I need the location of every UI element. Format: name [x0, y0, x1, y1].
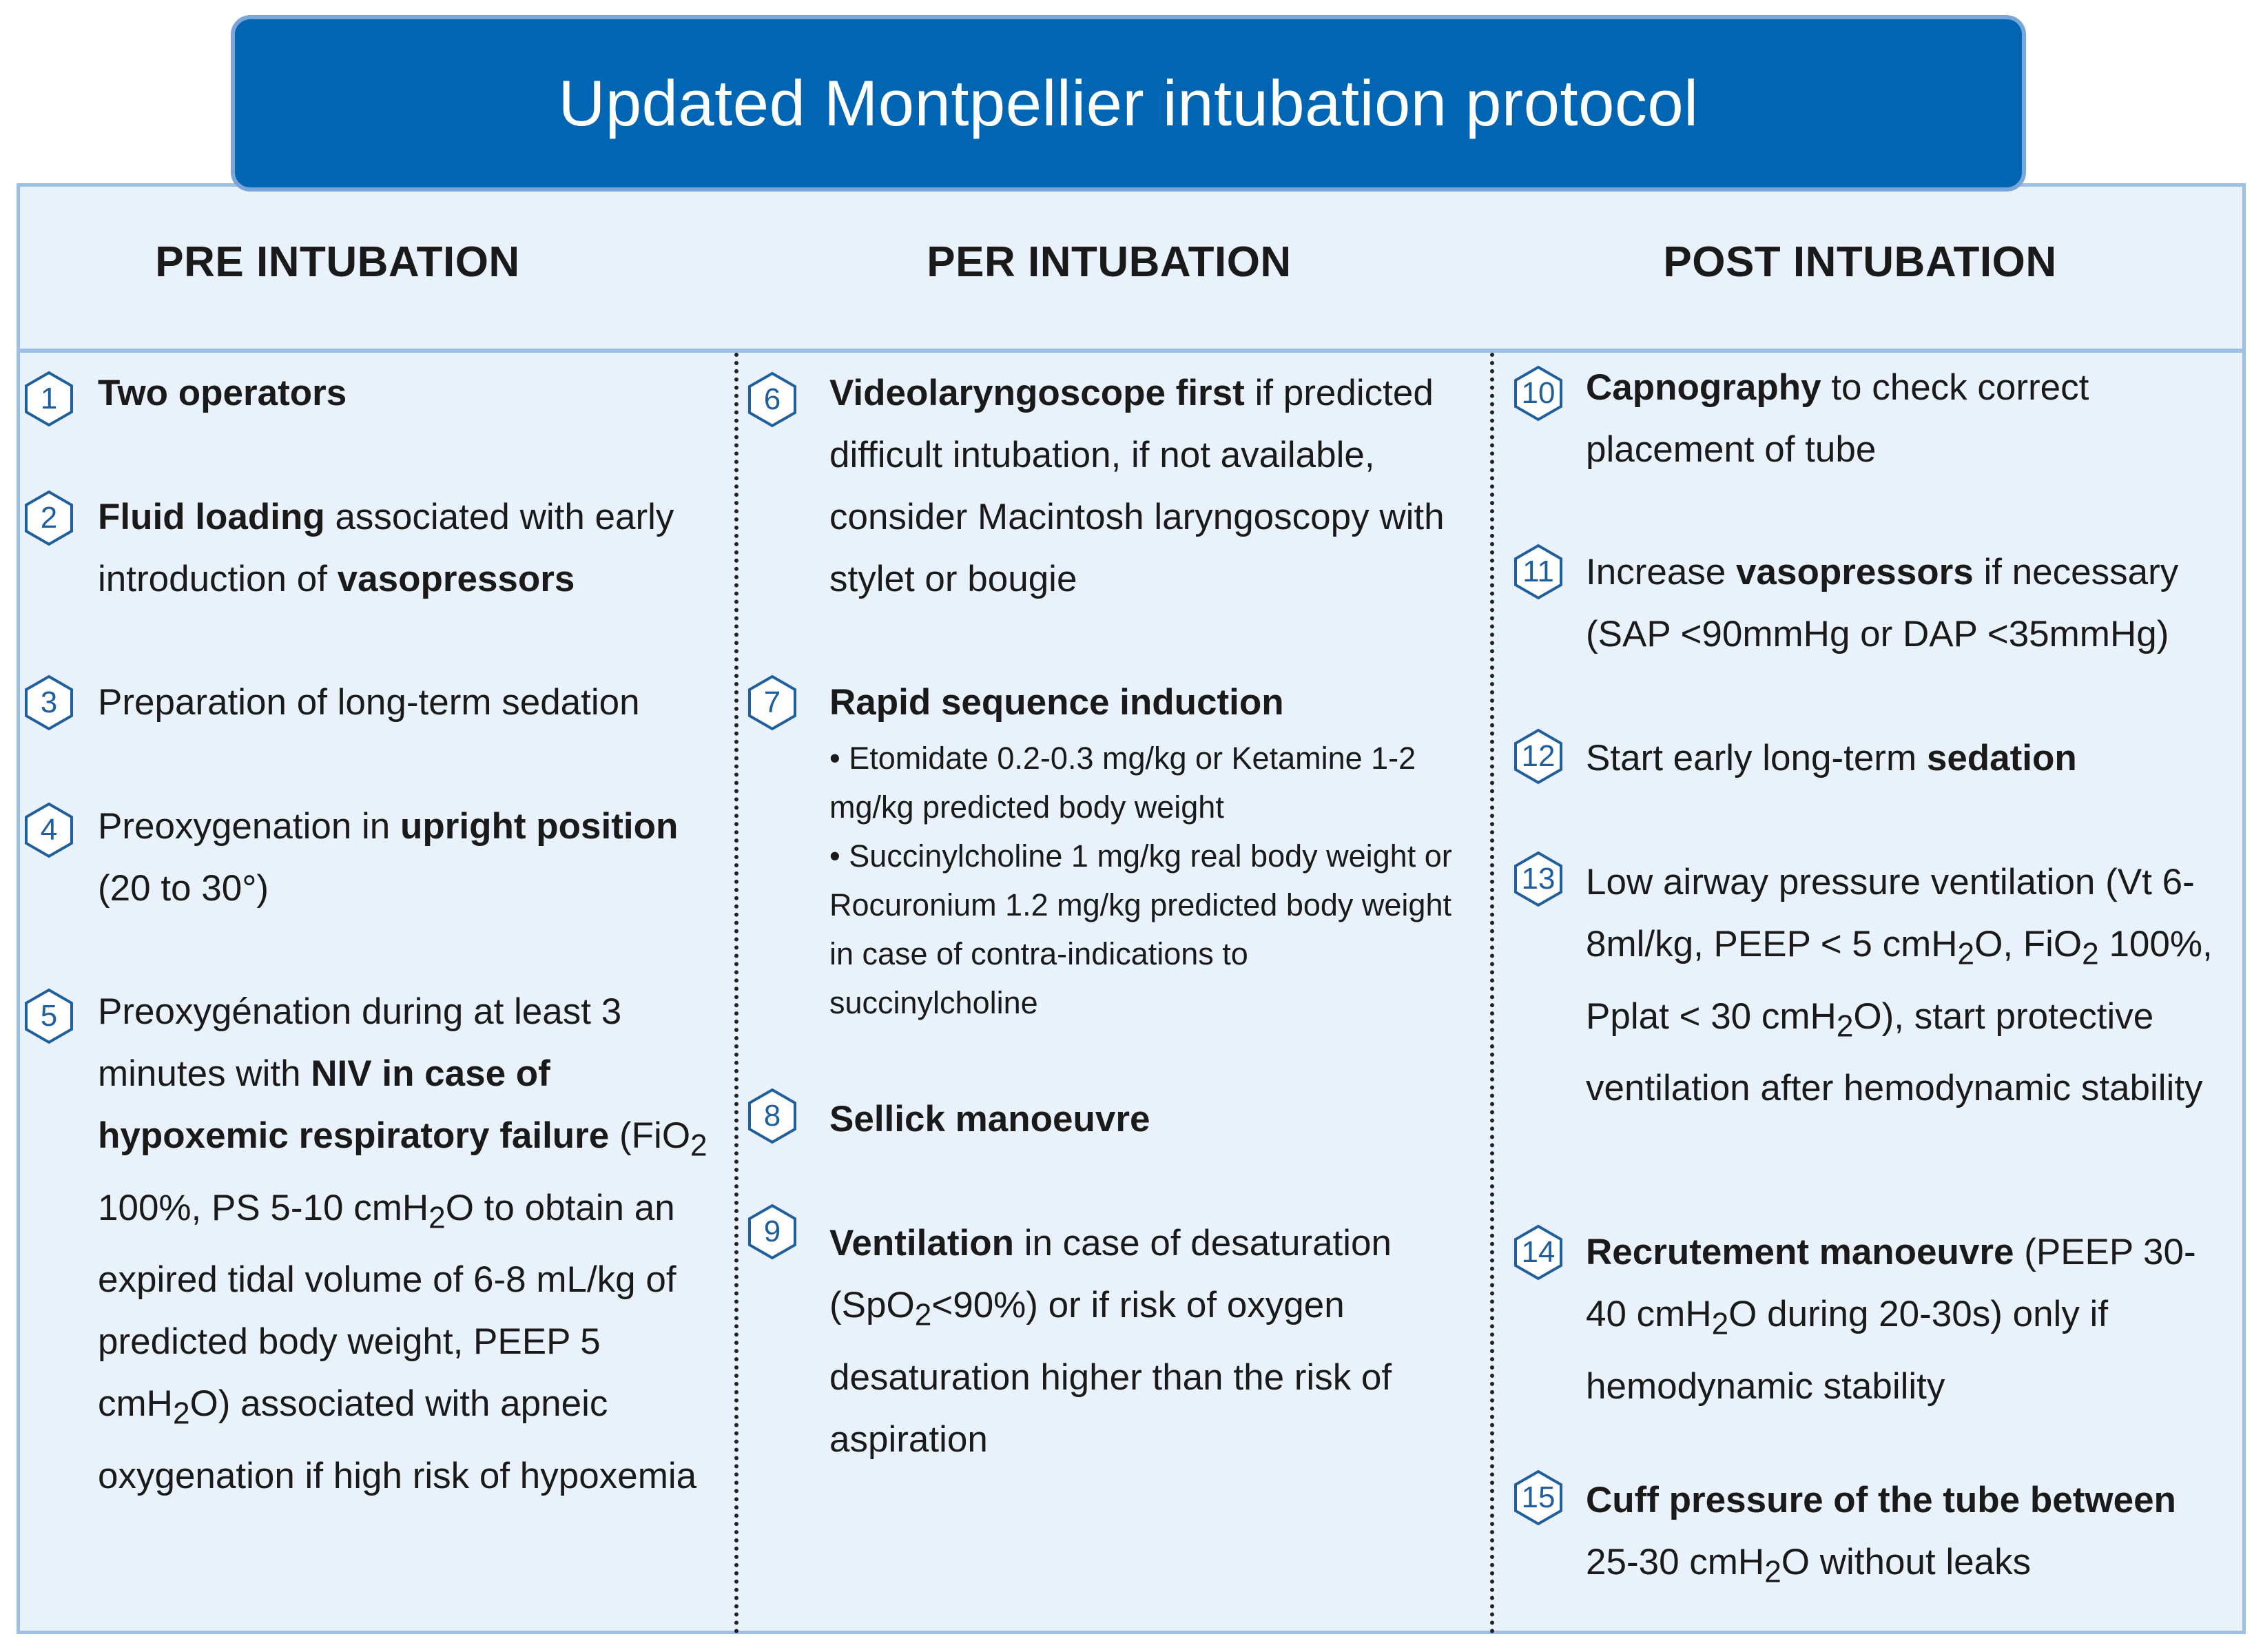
- step-8-badge-icon: 8: [743, 1086, 802, 1146]
- step-14-text: Recrutement manoeuvre (PEEP 30-40 cmH$_2$O during 20-30s) only if hemodynamic stability: [1586, 1232, 2196, 1407]
- step-12-badge-icon: 12: [1509, 727, 1568, 786]
- step-7-drug-line-2: • Succinylcholine 1 mg/kg real body weight or Rocuronium 1.2 mg/kg predicted body weight in case of contra-indications to succinylcholine: [829, 838, 1452, 1020]
- step-2-text: Fluid loading associated with early introduction of vasopressors: [98, 497, 674, 599]
- column-header-per: PER INTUBATION: [927, 238, 1292, 286]
- step-14-badge-icon: 14: [1509, 1223, 1568, 1282]
- step-9-badge-icon: 9: [743, 1202, 802, 1261]
- step-5-text: Preoxygénation during at least 3 minutes with NIV in case of hypoxemic respiratory failure (FiO$_2$ 100%, PS 5-10 cmH$_2$O to obtain an expired tidal volume of 6-8 mL/kg of predicted body weight, PEEP 5 cmH$_2$O) associated with apneic oxygenation if high risk of hypoxemia: [98, 991, 707, 1496]
- step-15-badge-icon: 15: [1509, 1468, 1568, 1527]
- step-13-badge-icon: 13: [1509, 849, 1568, 909]
- step-10-badge-icon: 10: [1509, 364, 1568, 423]
- step-3-badge-icon: 3: [19, 673, 79, 732]
- step-4-badge-icon: 4: [19, 801, 79, 860]
- column-divider-1: [734, 353, 738, 1634]
- step-12-text: Start early long-term sedation: [1586, 738, 2077, 778]
- page-title: Updated Montpellier intubation protocol: [558, 67, 1699, 139]
- step-3-text: Preparation of long-term sedation: [98, 682, 640, 723]
- step-11-text: Increase vasopressors if necessary (SAP <90mmHg or DAP <35mmHg): [1586, 552, 2179, 654]
- title-banner: [231, 15, 2026, 192]
- step-5-badge-icon: 5: [19, 987, 79, 1046]
- step-11-badge-icon: 11: [1509, 542, 1568, 601]
- step-6-text: Videolaryngoscope first if predicted difficult intubation, if not available, consider Macintosh laryngoscopy with stylet or bougie: [829, 373, 1445, 599]
- column-divider-2: [1490, 353, 1494, 1634]
- step-7-text: Rapid sequence induction • Etomidate 0.2-0.3 mg/kg or Ketamine 1-2 mg/kg predicted body weight • Succinylcholine 1 mg/kg real body weight or Rocuronium 1.2 mg/kg predicted body weight in case of contra-indications to succinylcholine: [829, 672, 1463, 1027]
- step-6-badge-icon: 6: [743, 370, 802, 429]
- column-header-pre: PRE INTUBATION: [155, 238, 520, 286]
- step-9-text: Ventilation in case of desaturation (SpO$_2$<90%) or if risk of oxygen desaturation higher than the risk of aspiration: [829, 1223, 1392, 1460]
- step-10-text: Capnography to check correct placement of tube: [1586, 367, 2089, 470]
- step-4-text: Preoxygenation in upright position (20 to 30°): [98, 806, 679, 909]
- step-13-text: Low airway pressure ventilation (Vt 6-8ml/kg, PEEP < 5 cmH$_2$O, FiO$_2$ 100%, Pplat < 30 cmH$_2$O), start protective ventilation after hemodynamic stability: [1586, 862, 2213, 1109]
- step-7-badge-icon: 7: [743, 673, 802, 732]
- step-1-text: Two operators: [98, 373, 347, 413]
- column-header-post: POST INTUBATION: [1663, 238, 2057, 286]
- step-15-text: Cuff pressure of the tube between 25-30 cmH$_2$O without leaks: [1586, 1480, 2176, 1589]
- step-7-drug-line-1: • Etomidate 0.2-0.3 mg/kg or Ketamine 1-2 mg/kg predicted body weight: [829, 741, 1416, 825]
- step-2-badge-icon: 2: [19, 488, 79, 548]
- step-1-badge-icon: 1: [19, 369, 79, 429]
- step-8-text: Sellick manoeuvre: [829, 1099, 1150, 1139]
